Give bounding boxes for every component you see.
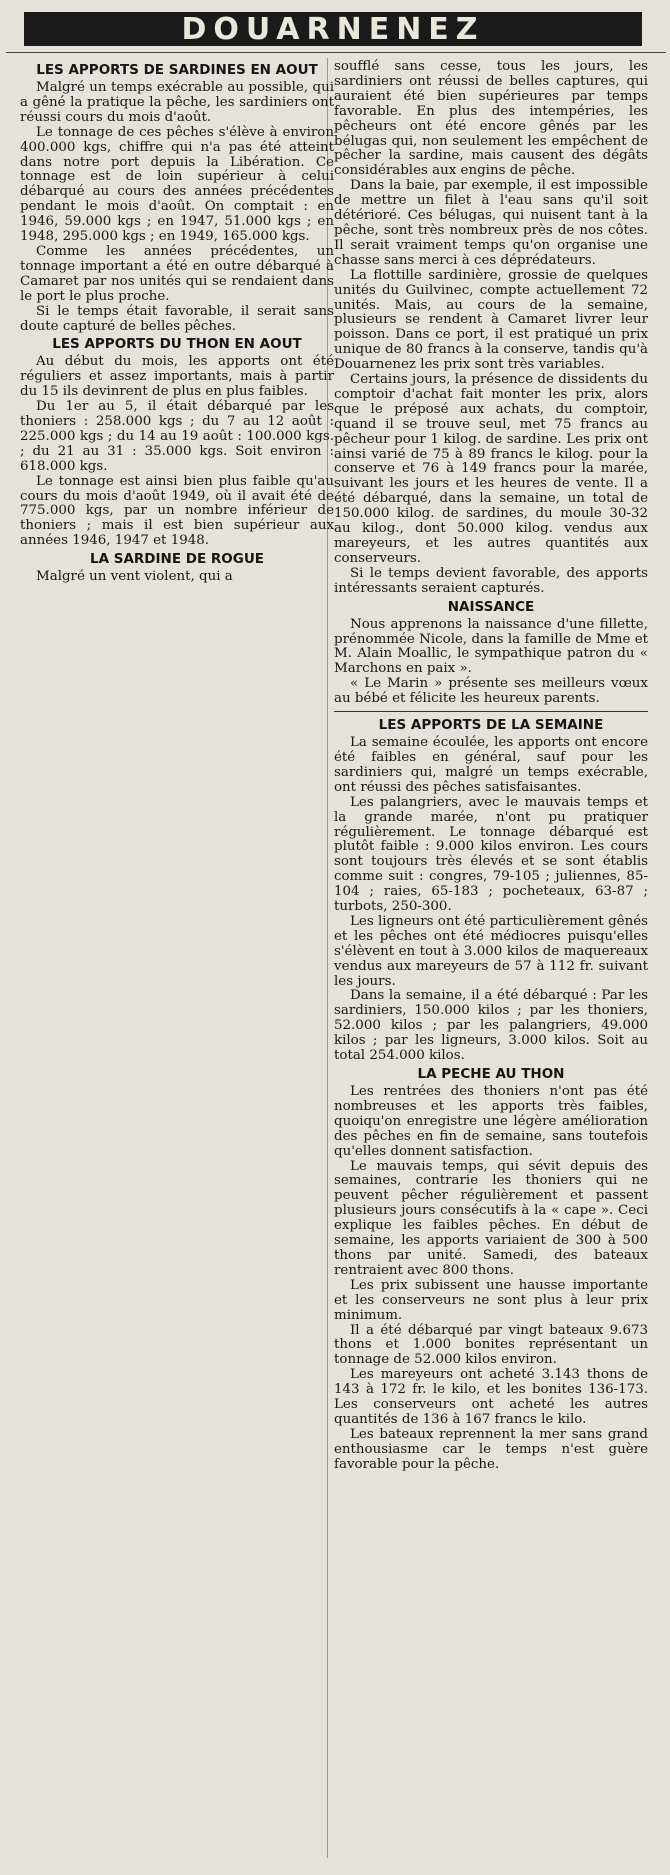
masthead-rule	[6, 52, 666, 53]
article-paragraph: Le tonnage est ainsi bien plus faible qu'au cours du mois d'août 1949, où il avait été de 775.000 kgs, par un nombre inférieur de thoniers ; mais il est bien supérieur aux années 1946, 1947 et 1948.	[20, 473, 334, 549]
section-heading: LES APPORTS DE LA SEMAINE	[378, 717, 604, 734]
article-paragraph: Les ligneurs ont été particulièrement gênés et les pêches ont été médiocres puisqu'elles s'élèvent en tout à 3.000 kilos de maquereaux vendus aux mareyeurs de 57 à 112 fr. suivant les jours.	[334, 913, 648, 989]
section-rule	[334, 711, 648, 712]
section-heading: LES APPORTS DE SARDINES EN AOUT	[36, 62, 318, 78]
article-paragraph: Les bateaux reprennent la mer sans grand enthousiasme car le temps n'est guère favorable pour la pêche.	[334, 1426, 648, 1472]
section-heading: LES APPORTS DU THON EN AOUT	[52, 336, 302, 353]
article-paragraph: Du 1er au 5, il était débarqué par les thoniers : 258.000 kgs ; du 7 au 12 août : 225.000 kgs ; du 14 au 19 août : 100.000 kgs. ; du 21 au 31 : 35.000 kgs. Soit environ : 618.000 kgs.	[20, 399, 334, 474]
section-heading: LA PECHE AU THON	[417, 1066, 565, 1082]
article-paragraph: Les prix subissent une hausse importante et les conserveurs ne sont plus à leur prix minimum.	[334, 1277, 648, 1323]
section-heading: NAISSANCE	[447, 598, 535, 615]
article-paragraph: La flottille sardinière, grossie de quelques unités du Guilvinec, compte actuellement 72 unités. Mais, au cours de la semaine, plusieurs se rendent à Camaret livrer leur poisson. Dans ce port, il est pratiqué un prix unique de 80 francs à la conserve, tandis qu'à Douarnenez les prix sont très variables.	[334, 267, 648, 373]
article-paragraph: soufflé sans cesse, tous les jours, les sardiniers ont réussi de belles captures, qui auraient été bien supérieures par temps favorable. En plus des intempéries, les pêcheurs ont été encore gênés par les bélugas qui, non seulement les empêchent de pêcher la sardine, mais causent des dégâts considérables aux engins de pêche.	[334, 59, 648, 179]
left-column	[20, 60, 334, 585]
article-paragraph: Dans la semaine, il a été débarqué : Par les sardiniers, 150.000 kilos ; par les thoniers, 52.000 kilos ; par les palangriers, 49.000 kilos ; par les ligneurs, 3.000 kilos. Soit au total 254.000 kilos.	[334, 988, 648, 1064]
article-paragraph: « Le Marin » présente ses meilleurs vœux au bébé et félicite les heureux parents.	[334, 676, 648, 707]
masthead-title: DOUARNENEZ	[181, 11, 485, 47]
article-paragraph: Le mauvais temps, qui sévit depuis des semaines, contrarie les thoniers qui ne peuvent pêcher régulièrement et passent plusieurs jours consécutifs à la « cape ». Ceci explique les faibles pêches. En début de semaine, les apports variaient de 300 à 500 thons par unité. Samedi, des bateaux rentraient avec 800 thons.	[334, 1158, 648, 1278]
article-paragraph: Si le temps était favorable, il serait sans doute capturé de belles pêches.	[20, 303, 334, 334]
article-paragraph: Malgré un vent violent, qui a	[36, 569, 233, 585]
article-paragraph: La semaine écoulée, les apports ont encore été faibles en général, sauf pour les sardiniers qui, malgré un temps exécrable, ont réussi des pêches satisfaisantes.	[334, 735, 648, 795]
article-paragraph: Il a été débarqué par vingt bateaux 9.673 thons et 1.000 bonites représentant un tonnage de 52.000 kilos environ.	[334, 1322, 648, 1368]
article-paragraph: Comme les années précédentes, un tonnage important a été en outre débarqué à Camaret par nos unités qui se rendaient dans le port le plus proche.	[20, 243, 334, 304]
right-column	[334, 60, 648, 1473]
article-paragraph: Dans la baie, par exemple, il est impossible de mettre un filet à l'eau sans qu'il soit détérioré. Ces bélugas, qui nuisent tant à la pêche, sont très nombreux près de nos côtes. Il serait vraiment temps qu'on organise une chasse sans merci à ces déprédateurs.	[334, 178, 648, 268]
article-paragraph: Au début du mois, les apports ont été réguliers et assez importants, mais à partir du 15 ils devinrent de plus en plus faibles.	[20, 354, 334, 400]
article-paragraph: Nous apprenons la naissance d'une fillette, prénommée Nicole, dans la famille de Mme et M. Alain Moallic, le sympathique patron du « Marchons en paix ».	[334, 616, 648, 677]
masthead-banner	[24, 12, 642, 46]
article-paragraph: Les palangriers, avec le mauvais temps et la grande marée, n'ont pu pratiquer régulièrement. Le tonnage débarqué est plutôt faible : 9.000 kilos environ. Les cours sont toujours très élevés et se sont établis comme suit : congres, 79-105 ; juliennes, 85-104 ; raies, 65-183 ; pocheteaux, 63-87 ; turbots, 250-300.	[334, 794, 648, 915]
article-paragraph: Les rentrées des thoniers n'ont pas été nombreuses et les apports très faibles, quoiqu'on enregistre une légère amélioration des pêches en fin de semaine, sans toutefois qu'elles donnent satisfaction.	[334, 1084, 648, 1159]
section-heading: LA SARDINE DE ROGUE	[89, 551, 265, 568]
article-paragraph: Le tonnage de ces pêches s'élève à environ 400.000 kgs, chiffre qui n'a pas été atteint dans notre port depuis la Libération. Ce tonnage est de loin supérieur à celui débarqué au cours des années précédentes pendant le mois d'août. On comptait : en 1946, 59.000 kgs ; en 1947, 51.000 kgs ; en 1948, 295.000 kgs ; en 1949, 165.000 kgs.	[20, 124, 334, 245]
article-paragraph: Certains jours, la présence de dissidents du comptoir d'achat fait monter les prix, alors que le préposé aux achats, du comptoir, quand il se trouve seul, met 75 francs au pêcheur pour 1 kilog. de sardine. Les prix ont ainsi varié de 75 à 89 francs le kilog. pour la conserve et 76 à 149 francs pour la marée, suivant les jours et les heures de vente. Il a été débarqué, dans la semaine, un total de 150.000 kilog. de sardines, du moule 30-32 au kilog., dont 50.000 kilog. vendus aux mareyeurs, et les autres quantités aux conserveurs.	[334, 372, 648, 566]
article-paragraph: Les mareyeurs ont acheté 3.143 thons de 143 à 172 fr. le kilo, et les bonites 136-173. Les conserveurs ont acheté les autres quantités de 136 à 167 francs le kilo.	[334, 1367, 648, 1427]
article-paragraph: Malgré un temps exécrable au possible, qui a gêné la pratique la pêche, les sardiniers ont réussi cours du mois d'août.	[20, 80, 334, 125]
article-paragraph: Si le temps devient favorable, des apports intéressants seraient capturés.	[334, 565, 648, 596]
